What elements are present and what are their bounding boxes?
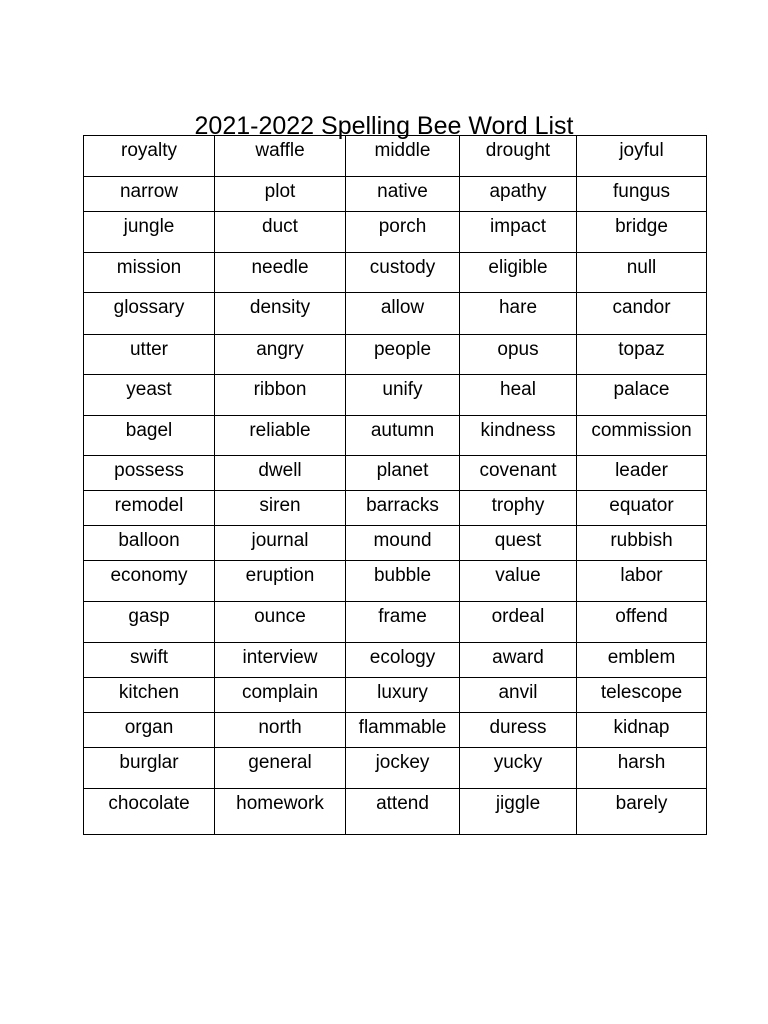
- word-cell: harsh: [577, 748, 707, 789]
- word-cell: ribbon: [215, 375, 346, 416]
- word-cell: swift: [84, 643, 215, 678]
- word-cell: possess: [84, 456, 215, 491]
- word-cell: attend: [346, 789, 460, 835]
- word-cell: award: [460, 643, 577, 678]
- page-title: 2021-2022 Spelling Bee Word List: [194, 111, 574, 140]
- word-cell: reliable: [215, 416, 346, 456]
- table-row: [84, 491, 707, 526]
- word-cell: economy: [84, 561, 215, 602]
- word-cell: bridge: [577, 212, 707, 253]
- word-cell: telescope: [577, 678, 707, 713]
- word-cell: yucky: [460, 748, 577, 789]
- word-cell: custody: [346, 253, 460, 293]
- table-row: [84, 713, 707, 748]
- table-row: [84, 136, 707, 177]
- table-row: [84, 526, 707, 561]
- word-cell: luxury: [346, 678, 460, 713]
- word-cell: offend: [577, 602, 707, 643]
- word-cell: candor: [577, 293, 707, 335]
- word-cell: unify: [346, 375, 460, 416]
- word-cell: hare: [460, 293, 577, 335]
- word-cell: opus: [460, 335, 577, 375]
- word-cell: leader: [577, 456, 707, 491]
- word-cell: mound: [346, 526, 460, 561]
- word-cell: gasp: [84, 602, 215, 643]
- word-table-body: [84, 136, 707, 835]
- word-cell: anvil: [460, 678, 577, 713]
- word-cell: people: [346, 335, 460, 375]
- word-cell: joyful: [577, 136, 707, 177]
- word-cell: trophy: [460, 491, 577, 526]
- word-cell: mission: [84, 253, 215, 293]
- table-row: [84, 177, 707, 212]
- word-cell: narrow: [84, 177, 215, 212]
- word-cell: palace: [577, 375, 707, 416]
- word-cell: middle: [346, 136, 460, 177]
- word-cell: planet: [346, 456, 460, 491]
- word-cell: bagel: [84, 416, 215, 456]
- word-cell: angry: [215, 335, 346, 375]
- word-cell: labor: [577, 561, 707, 602]
- word-cell: plot: [215, 177, 346, 212]
- word-cell: apathy: [460, 177, 577, 212]
- word-cell: native: [346, 177, 460, 212]
- table-row: [84, 748, 707, 789]
- word-cell: topaz: [577, 335, 707, 375]
- word-cell: ordeal: [460, 602, 577, 643]
- word-cell: north: [215, 713, 346, 748]
- word-cell: duct: [215, 212, 346, 253]
- word-cell: kidnap: [577, 713, 707, 748]
- word-cell: commission: [577, 416, 707, 456]
- word-cell: allow: [346, 293, 460, 335]
- word-cell: autumn: [346, 416, 460, 456]
- word-cell: value: [460, 561, 577, 602]
- word-cell: quest: [460, 526, 577, 561]
- word-cell: kitchen: [84, 678, 215, 713]
- word-cell: ecology: [346, 643, 460, 678]
- table-row: [84, 789, 707, 835]
- word-cell: fungus: [577, 177, 707, 212]
- word-cell: ounce: [215, 602, 346, 643]
- word-cell: waffle: [215, 136, 346, 177]
- word-cell: homework: [215, 789, 346, 835]
- word-cell: chocolate: [84, 789, 215, 835]
- word-cell: royalty: [84, 136, 215, 177]
- word-cell: rubbish: [577, 526, 707, 561]
- word-cell: frame: [346, 602, 460, 643]
- word-cell: kindness: [460, 416, 577, 456]
- word-cell: jockey: [346, 748, 460, 789]
- word-cell: utter: [84, 335, 215, 375]
- table-row: [84, 678, 707, 713]
- table-row: [84, 643, 707, 678]
- word-cell: bubble: [346, 561, 460, 602]
- word-cell: dwell: [215, 456, 346, 491]
- word-cell: jiggle: [460, 789, 577, 835]
- word-cell: glossary: [84, 293, 215, 335]
- table-row: [84, 293, 707, 335]
- table-row: [84, 561, 707, 602]
- word-cell: impact: [460, 212, 577, 253]
- word-cell: yeast: [84, 375, 215, 416]
- word-cell: remodel: [84, 491, 215, 526]
- word-cell: journal: [215, 526, 346, 561]
- word-cell: siren: [215, 491, 346, 526]
- word-cell: covenant: [460, 456, 577, 491]
- table-row: [84, 335, 707, 375]
- word-cell: balloon: [84, 526, 215, 561]
- word-cell: general: [215, 748, 346, 789]
- word-cell: density: [215, 293, 346, 335]
- table-row: [84, 375, 707, 416]
- word-cell: eruption: [215, 561, 346, 602]
- word-cell: jungle: [84, 212, 215, 253]
- word-cell: porch: [346, 212, 460, 253]
- word-cell: barracks: [346, 491, 460, 526]
- word-cell: eligible: [460, 253, 577, 293]
- word-cell: barely: [577, 789, 707, 835]
- table-row: [84, 416, 707, 456]
- word-cell: drought: [460, 136, 577, 177]
- word-cell: null: [577, 253, 707, 293]
- word-cell: interview: [215, 643, 346, 678]
- word-cell: complain: [215, 678, 346, 713]
- word-cell: emblem: [577, 643, 707, 678]
- word-cell: needle: [215, 253, 346, 293]
- table-row: [84, 602, 707, 643]
- table-row: [84, 253, 707, 293]
- table-row: [84, 456, 707, 491]
- word-cell: organ: [84, 713, 215, 748]
- word-cell: heal: [460, 375, 577, 416]
- word-list-table: [83, 135, 707, 835]
- word-cell: equator: [577, 491, 707, 526]
- table-row: [84, 212, 707, 253]
- word-cell: duress: [460, 713, 577, 748]
- word-cell: flammable: [346, 713, 460, 748]
- word-cell: burglar: [84, 748, 215, 789]
